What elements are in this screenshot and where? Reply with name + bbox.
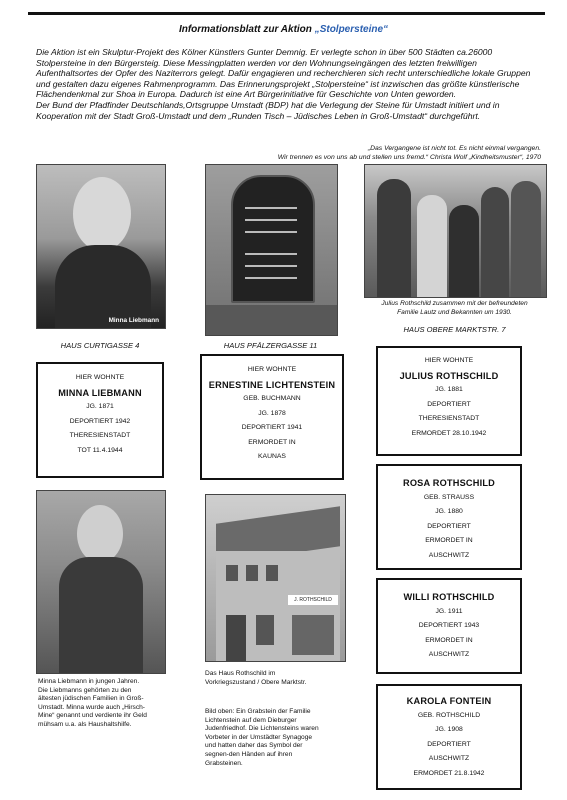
victim-name: ROSA ROTHSCHILD [403, 478, 495, 488]
victim-name: JULIUS ROTHSCHILD [399, 370, 499, 381]
birth-name: GEB. ROTHSCHILD [417, 711, 481, 719]
fate: AUSCHWITZ [428, 651, 470, 658]
quote-line: „Das Vergangene ist nicht tot. Es nicht einmal vergangen. [367, 145, 541, 152]
stolperstein-rosa-rothschild [376, 464, 522, 570]
person-shape [449, 205, 479, 297]
house-curtigasse-label: HAUS CURTIGASSE 4 [60, 341, 140, 350]
caption-line: Julius Rothschild zusammen mit der befreundeten [381, 300, 528, 307]
caption-line: Vorkriegszustand / Obere Marktstr. [205, 678, 307, 686]
fate: ERMORDET 21.8.1942 [413, 769, 485, 777]
caption-line: mühsam u.a. als Haushaltshilfe. [38, 720, 132, 728]
intro-line: Flächendenkmal zur Shoa in Europa. Dadurch ist eine Art Bürgerinitiative für Geschichte von Unten geworden. [36, 89, 457, 100]
caption-line: Bild oben: Ein Grabstein der Familie [205, 708, 311, 715]
ground-shape [206, 305, 337, 335]
face-shape [77, 505, 123, 563]
caption-line: Die Liebmanns gehörten zu den [38, 686, 132, 694]
here-lived-label: HIER WOHNTE [75, 374, 125, 381]
victim-name: WILLI ROTHSCHILD [403, 592, 495, 602]
intro-line: Stolpersteine in den Bürgersteig. Diese Messingplatten werden vor den Wohnungseingängen des letzten freiwilligen [36, 57, 477, 68]
place: THERESIENSTADT [418, 415, 480, 422]
face-shape [73, 177, 131, 251]
birth-name: GEB. BUCHMANN [243, 395, 301, 402]
birth-year: JG. 1878 [258, 409, 286, 417]
caption-line: segnen-den Händen auf ihren [205, 750, 293, 758]
gravestone-shape [231, 175, 315, 303]
intro-paragraph [36, 47, 536, 121]
stolperstein-julius-rothschild [376, 346, 522, 456]
door-shape [226, 615, 246, 661]
stolperstein-karola-fontein [376, 684, 522, 790]
inscription-line [245, 207, 297, 209]
page-title [0, 24, 567, 35]
birth-year: JG. 1911 [435, 607, 463, 615]
facade-shape [216, 551, 340, 661]
caption-line: Vorbeter in der Umstädter Synagoge [205, 733, 313, 741]
here-lived-label: HIER WOHNTE [247, 366, 297, 373]
place: ERMORDET IN [425, 537, 473, 544]
intro-line: Aufenthaltsortes der Opfer des Naziterrors gelegt. Dafür engagieren und recherchieren sich recht unterschiedliche lokale Gruppen [36, 68, 531, 79]
house-rothschild-caption [205, 670, 365, 687]
portrait-minna-liebmann-photo [36, 164, 166, 329]
quote [221, 144, 541, 162]
inscription-line [245, 253, 297, 255]
fate: TOT 11.4.1944 [77, 446, 123, 454]
caption-line: Familie Lautz und Bekannten um 1930. [397, 308, 512, 316]
place: ERMORDET IN [425, 636, 473, 644]
caption-line: Umstadt. Minna wurde auch „Hirsch- [38, 703, 146, 711]
shop-window-shape [292, 615, 334, 655]
house-rothschild-photo [205, 494, 346, 662]
deportation: DEPORTIERT [427, 740, 471, 748]
intro-line: Kooperation mit der Stadt Groß-Umstadt und dem „Runden Tisch – Jüdisches Leben in Groß-Umstadt“ durchgeführt. [36, 110, 481, 121]
caption-line: Das Haus Rothschild im [205, 670, 276, 677]
birth-year: JG. 1871 [86, 403, 114, 410]
person-shape [481, 187, 509, 297]
person-shape [511, 181, 541, 297]
rothschild-group-photo [364, 164, 547, 298]
inscription-line [245, 219, 297, 221]
gravestone-photo [205, 164, 338, 336]
person-shape [377, 179, 411, 297]
house-sign: J. ROTHSCHILD [288, 595, 338, 605]
fate: KAUNAS [258, 453, 286, 460]
caption-line: Minna Liebmann in jungen Jahren. [38, 678, 140, 685]
person-shape [417, 195, 447, 297]
caption-line: Grabsteinen. [205, 759, 243, 767]
caption-line: Mine“ genannt und verdiente ihr Geld [38, 712, 147, 720]
house-obere-marktstr-label: HAUS OBERE MARKTSTR. 7 [403, 325, 506, 334]
stolperstein-minna-liebmann [36, 362, 164, 478]
stolperstein-willi-rothschild [376, 578, 522, 674]
here-lived-label: HIER WOHNTE [424, 357, 474, 364]
top-rule [28, 12, 545, 15]
victim-name: KAROLA FONTEIN [406, 696, 492, 706]
window-shape [246, 565, 258, 581]
victim-name: ERNESTINE LICHTENSTEIN [208, 379, 336, 390]
young-minna-liebmann-photo [36, 490, 166, 674]
title-text: Informationsblatt zur Aktion [178, 24, 315, 35]
caption-line: ältesten jüdischen Familien in Groß- [38, 695, 144, 703]
fate: AUSCHWITZ [428, 551, 470, 559]
place: THERESIENSTADT [69, 432, 131, 439]
intro-line: Die Aktion ist ein Skulptur-Projekt des Kölner Künstlers Gunter Demnig. Er verlegte schon in über 500 Städten ca.26000 [36, 47, 493, 57]
young-liebmann-caption [38, 678, 198, 730]
gravestone-caption [205, 708, 370, 768]
rothschild-photo-caption [364, 300, 545, 317]
deportation: DEPORTIERT [427, 522, 471, 530]
stolperstein-ernestine-lichtenstein [200, 354, 344, 480]
birth-name: GEB. STRAUSS [423, 493, 475, 501]
deportation: DEPORTIERT 1943 [418, 622, 480, 629]
deportation: DEPORTIERT 1941 [241, 424, 303, 431]
intro-line: und gestalten dazu eigenes Rahmenprogramm. Das Erinnerungsprojekt „Stolpersteine“ ist inzwischen das größte künstlerische [36, 78, 520, 89]
window-shape [266, 565, 278, 581]
deportation: DEPORTIERT 1942 [69, 417, 131, 425]
caption-line: Lichtenstein auf dem Dieburger [205, 716, 297, 724]
dress-shape [59, 557, 143, 673]
quote-line: Wir trennen es von uns ab und stellen uns fremd.“ Christa Wolf „Kindheitsmuster“, 1970 [277, 154, 541, 161]
inscription-line [245, 231, 297, 233]
victim-name: MINNA LIEBMANN [58, 387, 142, 398]
caption-line: und hatten daher das Symbol der [205, 742, 303, 750]
inscription-line [245, 277, 297, 279]
deportation: DEPORTIERT [427, 400, 471, 408]
birth-year: JG. 1908 [435, 726, 463, 733]
place: ERMORDET IN [248, 438, 296, 446]
birth-year: JG. 1881 [435, 386, 463, 393]
place: AUSCHWITZ [428, 755, 470, 762]
caption-line: Judenfriedhof. Die Lichtensteins waren [205, 725, 319, 733]
fate: ERMORDET 28.10.1942 [411, 429, 487, 437]
photo-label: Minna Liebmann [108, 317, 159, 324]
inscription-line [245, 265, 297, 267]
intro-line: Der Bund der Pfadfinder Deutschlands,Ortsgruppe Umstadt (BDP) hat die Verlegung der Steine für Umstadt initiiert und in [36, 99, 500, 110]
title-highlight: „Stolpersteine“ [314, 24, 389, 35]
window-shape [226, 565, 238, 581]
birth-year: JG. 1880 [435, 508, 463, 515]
window-shape [256, 615, 274, 645]
house-pfaelzergasse-label: HAUS PFÄLZERGASSE 11 [223, 341, 318, 350]
